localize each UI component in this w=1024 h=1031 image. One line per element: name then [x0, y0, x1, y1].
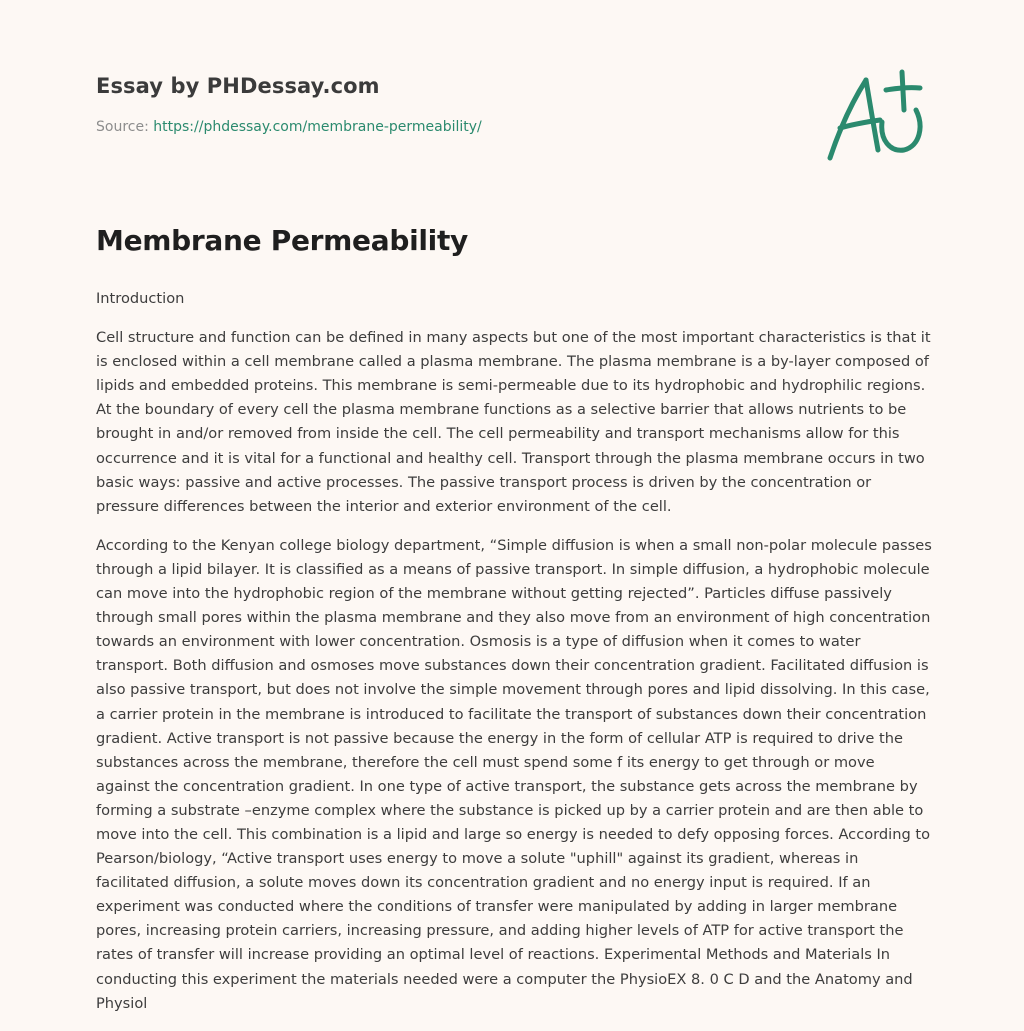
essay-title: Membrane Permeability — [96, 224, 469, 257]
section-heading: Introduction — [96, 290, 185, 307]
paragraph-1: Cell structure and function can be defined in many aspects but one of the most important characteristics is that it is enclosed within a cell membrane called a plasma membrane. The plasma membrane is a by-layer composed of lipids and embedded proteins. This membrane is semi-permeable due to its hydrophobic and hydrophilic regions. At the boundary of every cell the plasma membrane functions as a selective barrier that allows nutrients to be brought in and/or removed from inside the cell. The cell permeability and transport mechanisms allow for this occurrence and it is vital for a functional and healthy cell. Transport through the plasma membrane occurs in two basic ways: passive and active processes. The passive transport process is driven by the concentration or pressure differences between the interior and exterior environment of the cell. — [96, 329, 931, 515]
a-plus-grade-icon — [822, 66, 932, 166]
essay-header — [96, 74, 656, 135]
paragraph-2: According to the Kenyan college biology department, “Simple diffusion is when a small non-polar molecule passes through a lipid bilayer. It is classified as a means of passive transport. In simple diffusion, a hydrophobic molecule can move into the hydrophobic region of the membrane without getting rejected”. Particles diffuse passively through small pores within the plasma membrane and they also move from an environment of high concentration towards an environment with lower concentration. Osmosis is a type of diffusion when it comes to water transport. Both diffusion and osmoses move substances down their concentration gradient. Facilitated diffusion is also passive transport, but does not involve the simple movement through pores and lipid dissolving. In this case, a carrier protein in the membrane is introduced to facilitate the transport of substances down their concentration gradient. Active transport is not passive because the energy in the form of cellular ATP is required to drive the substances across the membrane, therefore the cell must spend some f its energy to get through or move against the concentration gradient. In one type of active transport, the substance gets across the membrane by forming a substrate –enzyme complex where the substance is picked up by a carrier protein and are then able to move into the cell. This combination is a lipid and large so energy is needed to defy opposing forces. According to Pearson/biology, “Active transport uses energy to move a solute "uphill" against its gradient, whereas in facilitated diffusion, a solute moves down its concentration gradient and no energy input is required. If an experiment was conducted where the conditions of transfer were manipulated by adding in larger membrane pores, increasing protein carriers, increasing pressure, and adding higher levels of ATP for active transport the rates of transfer will increase providing an optimal level of reactions. Experimental Methods and Materials In conducting this experiment the materials needed were a computer the PhysioEX 8. 0 C D and the Anatomy and Physiol — [96, 536, 932, 1012]
brand-title: Essay by PHDessay.com — [96, 74, 380, 98]
source-line — [96, 119, 656, 135]
source-link[interactable]: https://phdessay.com/membrane-permeability/ — [153, 119, 482, 135]
source-label: Source: — [96, 119, 154, 135]
essay-body — [96, 287, 932, 1031]
